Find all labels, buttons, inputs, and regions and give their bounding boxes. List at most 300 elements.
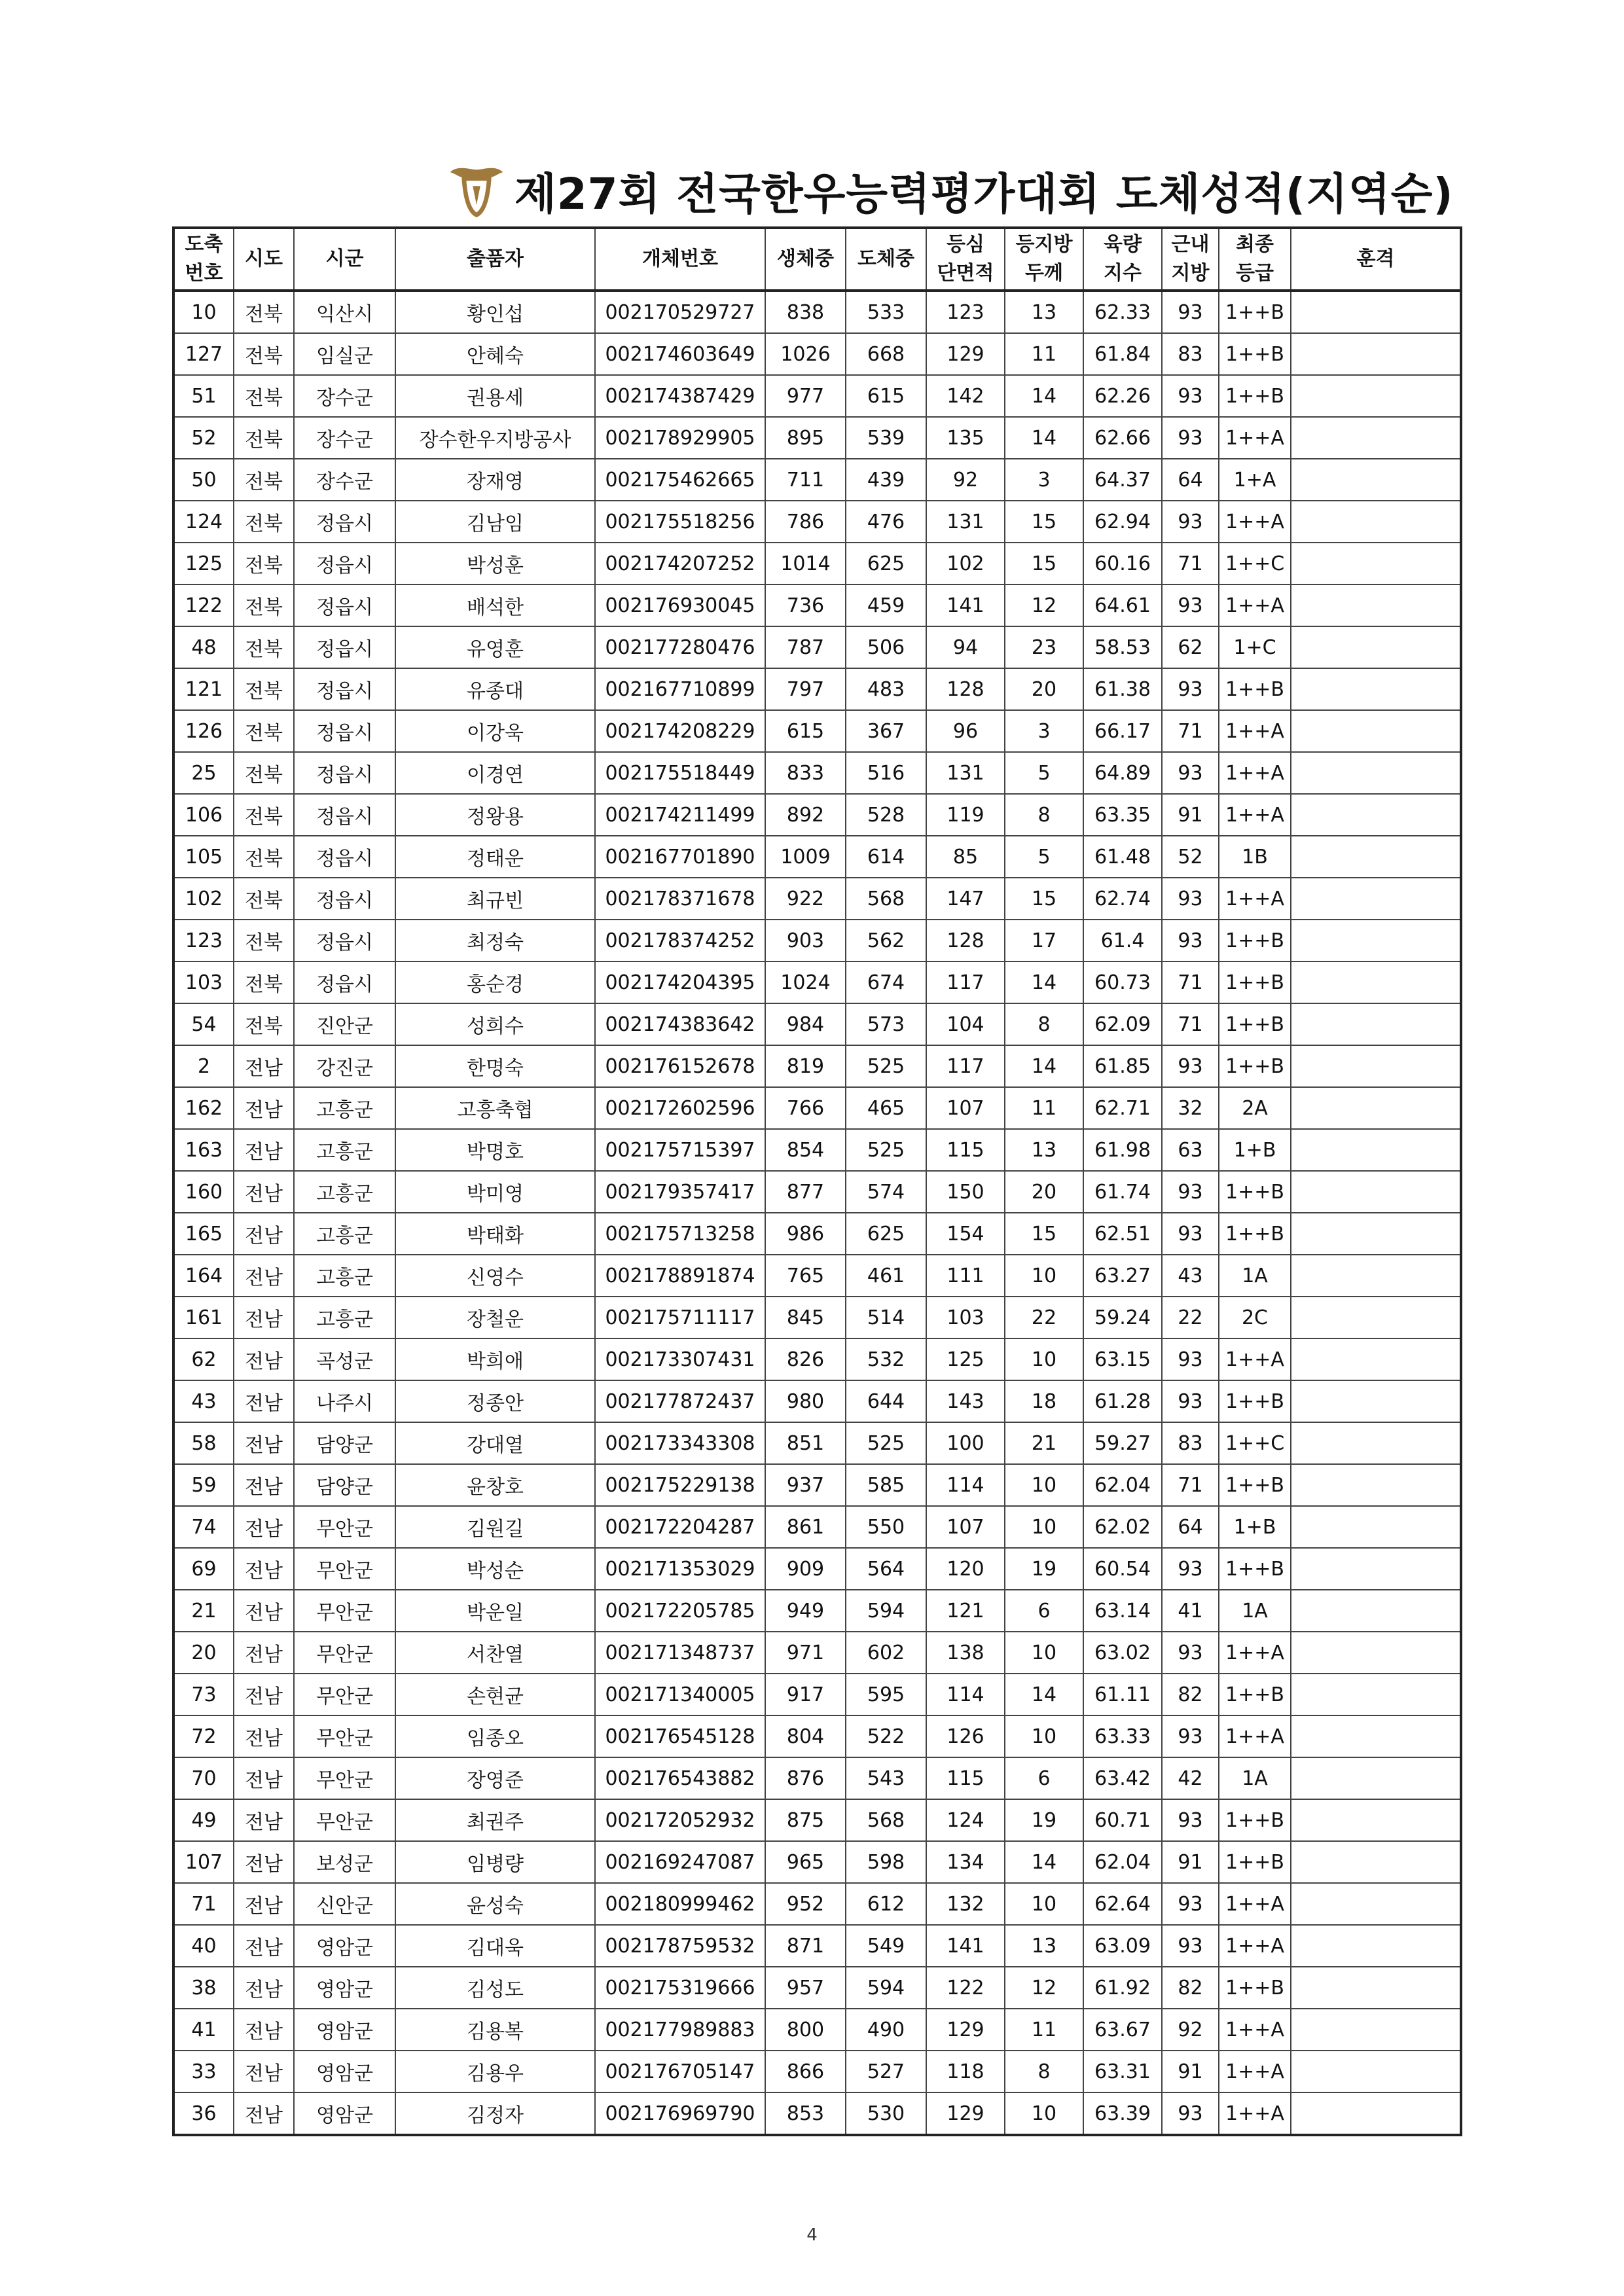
cell-city: 강진군 bbox=[294, 1045, 395, 1087]
cell-city: 영암군 bbox=[294, 1925, 395, 1967]
cell-animal-id: 002174207252 bbox=[595, 543, 765, 584]
cell-carcass-weight: 625 bbox=[846, 1213, 926, 1255]
cell-marbling: 83 bbox=[1162, 1422, 1219, 1464]
table-row bbox=[173, 1632, 1461, 1674]
cell-province: 전북 bbox=[234, 417, 294, 459]
cell-slaughter-no: 38 bbox=[173, 1967, 234, 2009]
cell-backfat-thickness: 23 bbox=[1005, 626, 1083, 668]
cell-exhibitor: 임종오 bbox=[395, 1715, 595, 1757]
cell-award bbox=[1291, 1338, 1461, 1380]
cell-slaughter-no: 125 bbox=[173, 543, 234, 584]
cell-carcass-weight: 568 bbox=[846, 878, 926, 920]
cell-animal-id: 002178891874 bbox=[595, 1255, 765, 1297]
cell-live-weight: 875 bbox=[765, 1799, 846, 1841]
table-row bbox=[173, 1967, 1461, 2009]
cell-yield-index: 63.09 bbox=[1083, 1925, 1162, 1967]
cell-exhibitor: 김성도 bbox=[395, 1967, 595, 2009]
cell-yield-index: 64.61 bbox=[1083, 584, 1162, 626]
cell-carcass-weight: 614 bbox=[846, 836, 926, 878]
cell-live-weight: 917 bbox=[765, 1674, 846, 1715]
cell-live-weight: 986 bbox=[765, 1213, 846, 1255]
cell-backfat-thickness: 11 bbox=[1005, 1087, 1083, 1129]
cell-backfat-thickness: 14 bbox=[1005, 1674, 1083, 1715]
cell-carcass-weight: 625 bbox=[846, 543, 926, 584]
cell-backfat-thickness: 10 bbox=[1005, 2092, 1083, 2135]
cell-animal-id: 002175518256 bbox=[595, 501, 765, 543]
cell-exhibitor: 손현균 bbox=[395, 1674, 595, 1715]
cell-exhibitor: 신영수 bbox=[395, 1255, 595, 1297]
cell-yield-index: 61.38 bbox=[1083, 668, 1162, 710]
page-number: 4 bbox=[806, 2225, 818, 2245]
title-block bbox=[445, 154, 1453, 226]
cell-city: 무안군 bbox=[294, 1506, 395, 1548]
cell-exhibitor: 유종대 bbox=[395, 668, 595, 710]
cell-live-weight: 800 bbox=[765, 2009, 846, 2051]
cell-animal-id: 002175713258 bbox=[595, 1213, 765, 1255]
cell-final-grade: 1A bbox=[1219, 1255, 1291, 1297]
cell-marbling: 71 bbox=[1162, 1003, 1219, 1045]
cell-slaughter-no: 123 bbox=[173, 920, 234, 961]
cell-award bbox=[1291, 1548, 1461, 1590]
header-label: 훈격 bbox=[1356, 247, 1395, 270]
cell-yield-index: 62.51 bbox=[1083, 1213, 1162, 1255]
cell-final-grade: 1++B bbox=[1219, 1464, 1291, 1506]
cell-animal-id: 002175229138 bbox=[595, 1464, 765, 1506]
cell-city: 고흥군 bbox=[294, 1087, 395, 1129]
cell-live-weight: 922 bbox=[765, 878, 846, 920]
cell-slaughter-no: 58 bbox=[173, 1422, 234, 1464]
cell-backfat-thickness: 10 bbox=[1005, 1632, 1083, 1674]
cell-live-weight: 1009 bbox=[765, 836, 846, 878]
cell-animal-id: 002172052932 bbox=[595, 1799, 765, 1841]
header-label: 도체중 bbox=[857, 247, 914, 270]
table-row bbox=[173, 543, 1461, 584]
cell-marbling: 71 bbox=[1162, 710, 1219, 752]
cell-carcass-weight: 602 bbox=[846, 1632, 926, 1674]
cell-exhibitor: 임병량 bbox=[395, 1841, 595, 1883]
cell-province: 전남 bbox=[234, 1632, 294, 1674]
cell-city: 담양군 bbox=[294, 1422, 395, 1464]
cell-backfat-thickness: 10 bbox=[1005, 1883, 1083, 1925]
cell-province: 전남 bbox=[234, 1590, 294, 1632]
cell-yield-index: 62.64 bbox=[1083, 1883, 1162, 1925]
cell-animal-id: 002177872437 bbox=[595, 1380, 765, 1422]
cell-slaughter-no: 40 bbox=[173, 1925, 234, 1967]
cell-slaughter-no: 161 bbox=[173, 1297, 234, 1338]
cell-exhibitor: 윤성숙 bbox=[395, 1883, 595, 1925]
cell-marbling: 92 bbox=[1162, 2009, 1219, 2051]
cell-city: 정읍시 bbox=[294, 668, 395, 710]
cell-final-grade: 1++B bbox=[1219, 668, 1291, 710]
cell-yield-index: 63.33 bbox=[1083, 1715, 1162, 1757]
header-province bbox=[234, 228, 294, 291]
cell-live-weight: 971 bbox=[765, 1632, 846, 1674]
cell-animal-id: 002172204287 bbox=[595, 1506, 765, 1548]
cell-backfat-thickness: 6 bbox=[1005, 1757, 1083, 1799]
cell-award bbox=[1291, 920, 1461, 961]
cell-live-weight: 711 bbox=[765, 459, 846, 501]
cell-live-weight: 957 bbox=[765, 1967, 846, 2009]
cell-carcass-weight: 461 bbox=[846, 1255, 926, 1297]
cell-city: 영암군 bbox=[294, 2051, 395, 2092]
cell-province: 전북 bbox=[234, 501, 294, 543]
cell-ribeye-area: 117 bbox=[926, 1045, 1005, 1087]
cell-animal-id: 002177280476 bbox=[595, 626, 765, 668]
header-live-weight bbox=[765, 228, 846, 291]
cell-slaughter-no: 106 bbox=[173, 794, 234, 836]
cell-slaughter-no: 74 bbox=[173, 1506, 234, 1548]
header-label: 근내 bbox=[1171, 233, 1210, 256]
cell-exhibitor: 장영준 bbox=[395, 1757, 595, 1799]
cell-backfat-thickness: 22 bbox=[1005, 1297, 1083, 1338]
cell-city: 신안군 bbox=[294, 1883, 395, 1925]
cell-province: 전남 bbox=[234, 1338, 294, 1380]
cell-yield-index: 63.14 bbox=[1083, 1590, 1162, 1632]
cell-carcass-weight: 568 bbox=[846, 1799, 926, 1841]
table-row bbox=[173, 1757, 1461, 1799]
cell-ribeye-area: 120 bbox=[926, 1548, 1005, 1590]
cell-slaughter-no: 72 bbox=[173, 1715, 234, 1757]
cell-slaughter-no: 73 bbox=[173, 1674, 234, 1715]
cell-final-grade: 1++B bbox=[1219, 1003, 1291, 1045]
cell-exhibitor: 성희수 bbox=[395, 1003, 595, 1045]
cell-exhibitor: 박태화 bbox=[395, 1213, 595, 1255]
cell-ribeye-area: 107 bbox=[926, 1087, 1005, 1129]
cell-city: 무안군 bbox=[294, 1590, 395, 1632]
cell-final-grade: 1A bbox=[1219, 1757, 1291, 1799]
table-row bbox=[173, 1464, 1461, 1506]
cell-ribeye-area: 141 bbox=[926, 1925, 1005, 1967]
cell-marbling: 93 bbox=[1162, 584, 1219, 626]
cell-marbling: 93 bbox=[1162, 1380, 1219, 1422]
cell-live-weight: 766 bbox=[765, 1087, 846, 1129]
cell-province: 전남 bbox=[234, 1087, 294, 1129]
table-row bbox=[173, 1045, 1461, 1087]
cell-backfat-thickness: 10 bbox=[1005, 1464, 1083, 1506]
cell-province: 전남 bbox=[234, 2009, 294, 2051]
cell-city: 정읍시 bbox=[294, 626, 395, 668]
cell-final-grade: 1B bbox=[1219, 836, 1291, 878]
cell-award bbox=[1291, 1799, 1461, 1841]
cell-exhibitor: 강대열 bbox=[395, 1422, 595, 1464]
cell-yield-index: 63.27 bbox=[1083, 1255, 1162, 1297]
cell-award bbox=[1291, 1380, 1461, 1422]
cell-award bbox=[1291, 626, 1461, 668]
cell-animal-id: 002173343308 bbox=[595, 1422, 765, 1464]
cell-city: 정읍시 bbox=[294, 920, 395, 961]
cell-live-weight: 1014 bbox=[765, 543, 846, 584]
cell-exhibitor: 김용복 bbox=[395, 2009, 595, 2051]
cell-carcass-weight: 550 bbox=[846, 1506, 926, 1548]
cell-final-grade: 1++A bbox=[1219, 752, 1291, 794]
cell-backfat-thickness: 10 bbox=[1005, 1255, 1083, 1297]
cell-city: 익산시 bbox=[294, 291, 395, 333]
cell-city: 정읍시 bbox=[294, 961, 395, 1003]
table-row bbox=[173, 920, 1461, 961]
cell-live-weight: 854 bbox=[765, 1129, 846, 1171]
cell-slaughter-no: 165 bbox=[173, 1213, 234, 1255]
cell-yield-index: 66.17 bbox=[1083, 710, 1162, 752]
cell-province: 전남 bbox=[234, 2051, 294, 2092]
cell-backfat-thickness: 19 bbox=[1005, 1799, 1083, 1841]
cell-yield-index: 59.27 bbox=[1083, 1422, 1162, 1464]
cell-slaughter-no: 43 bbox=[173, 1380, 234, 1422]
cell-marbling: 93 bbox=[1162, 375, 1219, 417]
cell-award bbox=[1291, 2051, 1461, 2092]
cell-exhibitor: 김원길 bbox=[395, 1506, 595, 1548]
cell-award bbox=[1291, 1925, 1461, 1967]
cell-city: 정읍시 bbox=[294, 878, 395, 920]
cell-carcass-weight: 595 bbox=[846, 1674, 926, 1715]
cell-exhibitor: 박성훈 bbox=[395, 543, 595, 584]
cell-animal-id: 002178929905 bbox=[595, 417, 765, 459]
cell-carcass-weight: 483 bbox=[846, 668, 926, 710]
cell-province: 전남 bbox=[234, 1967, 294, 2009]
table-row bbox=[173, 1925, 1461, 1967]
header-backfat-thickness bbox=[1005, 228, 1083, 291]
table-row bbox=[173, 1255, 1461, 1297]
cell-slaughter-no: 54 bbox=[173, 1003, 234, 1045]
cell-backfat-thickness: 5 bbox=[1005, 836, 1083, 878]
cell-award bbox=[1291, 961, 1461, 1003]
cell-province: 전북 bbox=[234, 375, 294, 417]
cell-slaughter-no: 10 bbox=[173, 291, 234, 333]
cell-slaughter-no: 41 bbox=[173, 2009, 234, 2051]
cell-carcass-weight: 459 bbox=[846, 584, 926, 626]
cell-slaughter-no: 21 bbox=[173, 1590, 234, 1632]
cell-marbling: 93 bbox=[1162, 1632, 1219, 1674]
cell-slaughter-no: 103 bbox=[173, 961, 234, 1003]
cell-exhibitor: 권용세 bbox=[395, 375, 595, 417]
cell-final-grade: 1++B bbox=[1219, 920, 1291, 961]
cell-carcass-weight: 644 bbox=[846, 1380, 926, 1422]
cell-ribeye-area: 143 bbox=[926, 1380, 1005, 1422]
cell-exhibitor: 김용우 bbox=[395, 2051, 595, 2092]
cell-live-weight: 965 bbox=[765, 1841, 846, 1883]
table-row bbox=[173, 1171, 1461, 1213]
cell-city: 무안군 bbox=[294, 1799, 395, 1841]
cell-animal-id: 002177989883 bbox=[595, 2009, 765, 2051]
cell-exhibitor: 이경연 bbox=[395, 752, 595, 794]
cell-award bbox=[1291, 1632, 1461, 1674]
header-label: 등지방 bbox=[1015, 233, 1073, 256]
cell-city: 진안군 bbox=[294, 1003, 395, 1045]
cell-animal-id: 002171340005 bbox=[595, 1674, 765, 1715]
cell-final-grade: 1++A bbox=[1219, 1632, 1291, 1674]
cell-yield-index: 62.66 bbox=[1083, 417, 1162, 459]
cell-exhibitor: 황인섭 bbox=[395, 291, 595, 333]
header-label: 두께 bbox=[1025, 262, 1063, 285]
cell-award bbox=[1291, 752, 1461, 794]
cell-award bbox=[1291, 1087, 1461, 1129]
cell-final-grade: 1++A bbox=[1219, 584, 1291, 626]
cell-marbling: 91 bbox=[1162, 1841, 1219, 1883]
cell-ribeye-area: 131 bbox=[926, 501, 1005, 543]
cell-slaughter-no: 25 bbox=[173, 752, 234, 794]
cell-province: 전남 bbox=[234, 1171, 294, 1213]
cell-city: 정읍시 bbox=[294, 501, 395, 543]
cell-carcass-weight: 516 bbox=[846, 752, 926, 794]
cell-marbling: 52 bbox=[1162, 836, 1219, 878]
cell-marbling: 63 bbox=[1162, 1129, 1219, 1171]
cell-yield-index: 64.89 bbox=[1083, 752, 1162, 794]
cell-award bbox=[1291, 794, 1461, 836]
cell-exhibitor: 유영훈 bbox=[395, 626, 595, 668]
table-row bbox=[173, 2051, 1461, 2092]
cell-marbling: 22 bbox=[1162, 1297, 1219, 1338]
cell-province: 전북 bbox=[234, 291, 294, 333]
cell-live-weight: 984 bbox=[765, 1003, 846, 1045]
cell-award bbox=[1291, 333, 1461, 375]
cell-final-grade: 1++B bbox=[1219, 1799, 1291, 1841]
table-row bbox=[173, 2092, 1461, 2135]
cell-city: 정읍시 bbox=[294, 752, 395, 794]
cell-province: 전남 bbox=[234, 1883, 294, 1925]
cell-province: 전북 bbox=[234, 710, 294, 752]
cell-slaughter-no: 59 bbox=[173, 1464, 234, 1506]
table-row bbox=[173, 752, 1461, 794]
cell-animal-id: 002174387429 bbox=[595, 375, 765, 417]
cell-city: 정읍시 bbox=[294, 543, 395, 584]
cell-province: 전북 bbox=[234, 543, 294, 584]
cell-slaughter-no: 20 bbox=[173, 1632, 234, 1674]
cell-award bbox=[1291, 1506, 1461, 1548]
table-row bbox=[173, 1674, 1461, 1715]
cell-live-weight: 876 bbox=[765, 1757, 846, 1799]
table-row bbox=[173, 375, 1461, 417]
cell-ribeye-area: 124 bbox=[926, 1799, 1005, 1841]
cell-city: 무안군 bbox=[294, 1632, 395, 1674]
cell-final-grade: 1++A bbox=[1219, 794, 1291, 836]
cell-final-grade: 1++B bbox=[1219, 1674, 1291, 1715]
cell-marbling: 41 bbox=[1162, 1590, 1219, 1632]
cell-province: 전남 bbox=[234, 1841, 294, 1883]
cell-slaughter-no: 126 bbox=[173, 710, 234, 752]
cell-backfat-thickness: 6 bbox=[1005, 1590, 1083, 1632]
header-label: 지방 bbox=[1171, 262, 1210, 285]
cell-marbling: 93 bbox=[1162, 501, 1219, 543]
header-animal-id bbox=[595, 228, 765, 291]
cell-carcass-weight: 532 bbox=[846, 1338, 926, 1380]
cell-province: 전북 bbox=[234, 1003, 294, 1045]
cell-ribeye-area: 118 bbox=[926, 2051, 1005, 2092]
cell-carcass-weight: 533 bbox=[846, 291, 926, 333]
cell-live-weight: 826 bbox=[765, 1338, 846, 1380]
cell-award bbox=[1291, 878, 1461, 920]
header-label: 시도 bbox=[245, 247, 283, 270]
cell-marbling: 82 bbox=[1162, 1674, 1219, 1715]
cell-ribeye-area: 102 bbox=[926, 543, 1005, 584]
cell-slaughter-no: 127 bbox=[173, 333, 234, 375]
cell-carcass-weight: 525 bbox=[846, 1045, 926, 1087]
table-row bbox=[173, 836, 1461, 878]
cell-final-grade: 1++A bbox=[1219, 2009, 1291, 2051]
cell-live-weight: 1026 bbox=[765, 333, 846, 375]
header-label: 등심 bbox=[947, 233, 984, 256]
cell-animal-id: 002176152678 bbox=[595, 1045, 765, 1087]
cell-carcass-weight: 525 bbox=[846, 1129, 926, 1171]
cell-ribeye-area: 122 bbox=[926, 1967, 1005, 2009]
cell-animal-id: 002167710899 bbox=[595, 668, 765, 710]
cell-live-weight: 819 bbox=[765, 1045, 846, 1087]
cell-award bbox=[1291, 1967, 1461, 2009]
cell-slaughter-no: 70 bbox=[173, 1757, 234, 1799]
cell-province: 전남 bbox=[234, 1213, 294, 1255]
cell-city: 무안군 bbox=[294, 1548, 395, 1590]
cell-animal-id: 002174211499 bbox=[595, 794, 765, 836]
cell-ribeye-area: 131 bbox=[926, 752, 1005, 794]
cell-final-grade: 1++A bbox=[1219, 1883, 1291, 1925]
cell-marbling: 93 bbox=[1162, 878, 1219, 920]
cell-backfat-thickness: 8 bbox=[1005, 1003, 1083, 1045]
cell-live-weight: 845 bbox=[765, 1297, 846, 1338]
cell-marbling: 71 bbox=[1162, 1464, 1219, 1506]
cell-carcass-weight: 574 bbox=[846, 1171, 926, 1213]
cell-marbling: 43 bbox=[1162, 1255, 1219, 1297]
cell-live-weight: 838 bbox=[765, 291, 846, 333]
cell-ribeye-area: 147 bbox=[926, 878, 1005, 920]
cell-exhibitor: 장재영 bbox=[395, 459, 595, 501]
table-row bbox=[173, 1883, 1461, 1925]
header-label: 개체번호 bbox=[642, 247, 718, 270]
cell-carcass-weight: 506 bbox=[846, 626, 926, 668]
table-row bbox=[173, 1380, 1461, 1422]
cell-province: 전남 bbox=[234, 1045, 294, 1087]
cell-award bbox=[1291, 543, 1461, 584]
cell-backfat-thickness: 3 bbox=[1005, 710, 1083, 752]
cell-marbling: 93 bbox=[1162, 417, 1219, 459]
cell-yield-index: 62.04 bbox=[1083, 1841, 1162, 1883]
cell-province: 전남 bbox=[234, 1380, 294, 1422]
cell-city: 정읍시 bbox=[294, 836, 395, 878]
cell-carcass-weight: 367 bbox=[846, 710, 926, 752]
cell-ribeye-area: 117 bbox=[926, 961, 1005, 1003]
header-city bbox=[294, 228, 395, 291]
cell-exhibitor: 정종안 bbox=[395, 1380, 595, 1422]
cell-slaughter-no: 50 bbox=[173, 459, 234, 501]
cell-award bbox=[1291, 1213, 1461, 1255]
cell-animal-id: 002174383642 bbox=[595, 1003, 765, 1045]
cell-marbling: 93 bbox=[1162, 1213, 1219, 1255]
cell-ribeye-area: 111 bbox=[926, 1255, 1005, 1297]
cell-yield-index: 62.09 bbox=[1083, 1003, 1162, 1045]
cell-ribeye-area: 150 bbox=[926, 1171, 1005, 1213]
cell-province: 전북 bbox=[234, 752, 294, 794]
cell-final-grade: 1+A bbox=[1219, 459, 1291, 501]
cell-carcass-weight: 564 bbox=[846, 1548, 926, 1590]
cell-carcass-weight: 668 bbox=[846, 333, 926, 375]
cell-award bbox=[1291, 2009, 1461, 2051]
cell-marbling: 93 bbox=[1162, 1045, 1219, 1087]
cell-marbling: 93 bbox=[1162, 291, 1219, 333]
cell-final-grade: 1++A bbox=[1219, 878, 1291, 920]
cell-yield-index: 63.67 bbox=[1083, 2009, 1162, 2051]
cell-live-weight: 736 bbox=[765, 584, 846, 626]
table-row bbox=[173, 417, 1461, 459]
cell-live-weight: 895 bbox=[765, 417, 846, 459]
table-row bbox=[173, 291, 1461, 333]
cell-backfat-thickness: 13 bbox=[1005, 291, 1083, 333]
cell-live-weight: 615 bbox=[765, 710, 846, 752]
cell-award bbox=[1291, 668, 1461, 710]
cell-award bbox=[1291, 417, 1461, 459]
cell-carcass-weight: 615 bbox=[846, 375, 926, 417]
cell-final-grade: 2A bbox=[1219, 1087, 1291, 1129]
cell-yield-index: 62.02 bbox=[1083, 1506, 1162, 1548]
cell-slaughter-no: 48 bbox=[173, 626, 234, 668]
cell-yield-index: 59.24 bbox=[1083, 1297, 1162, 1338]
cell-final-grade: 1++A bbox=[1219, 710, 1291, 752]
